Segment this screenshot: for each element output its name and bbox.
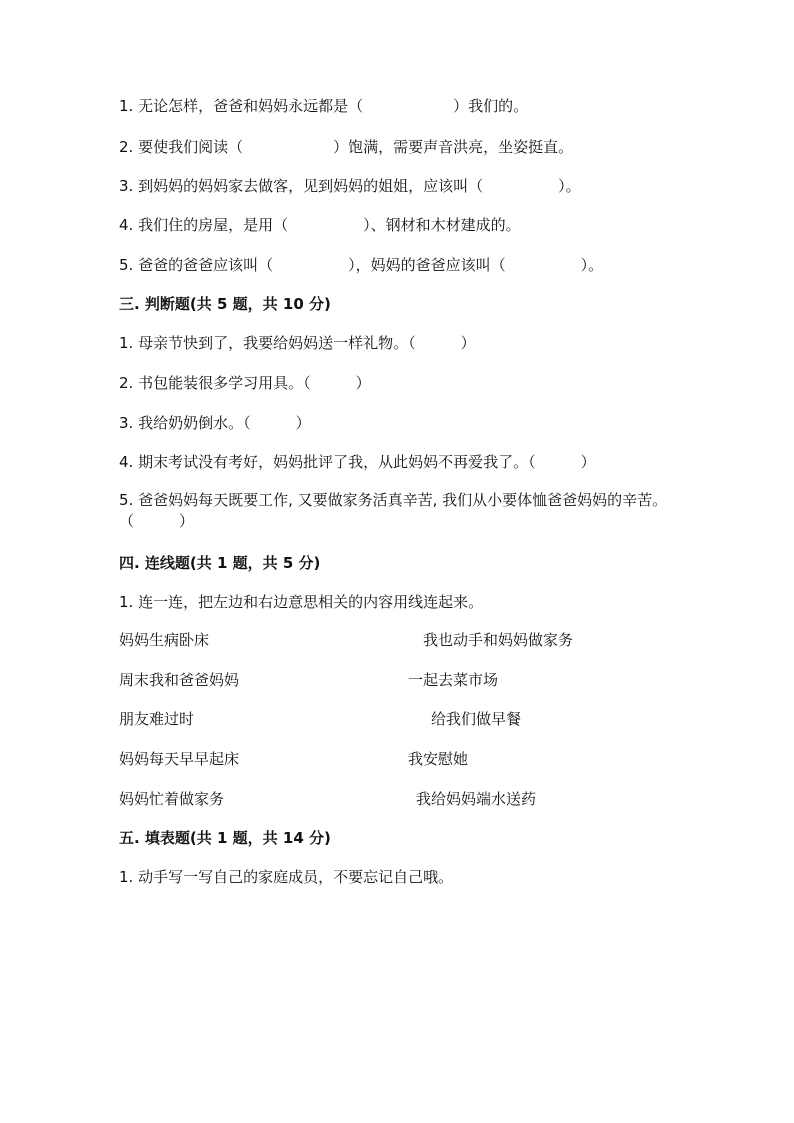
- judge-question-5: 5. 爸爸妈妈每天既要工作, 又要做家务活真辛苦, 我们从小要体恤爸爸妈妈的辛苦。（ ）: [119, 491, 668, 530]
- judge-question-4: 4. 期末考试没有考好，妈妈批评了我，从此妈妈不再爱我了。（ ）: [119, 453, 596, 471]
- fill-blank-question-4: 4. 我们住的房屋，是用（ ）、钢材和木材建成的。: [119, 216, 521, 234]
- fill-blank-question-1: 1. 无论怎样，爸爸和妈妈永远都是（ ）我们的。: [119, 97, 529, 115]
- fill-blank-question-5: 5. 爸爸的爸爸应该叫（ ），妈妈的爸爸应该叫（ ）。: [119, 256, 604, 274]
- fill-blank-question-3: 3. 到妈妈的妈妈家去做客，见到妈妈的姐姐，应该叫（ ）。: [119, 177, 581, 195]
- judge-question-1: 1. 母亲节快到了，我要给妈妈送一样礼物。（ ）: [119, 334, 476, 352]
- connect-left-item-1: 妈妈生病卧床: [119, 631, 210, 649]
- connect-section-heading: 四. 连线题(共 1 题，共 5 分): [119, 554, 321, 572]
- judge-question-2: 2. 书包能装很多学习用具。（ ）: [119, 374, 371, 392]
- connect-right-item-1: 我也动手和妈妈做家务: [423, 631, 574, 649]
- judge-section-heading: 三. 判断题(共 5 题，共 10 分): [119, 295, 331, 313]
- connect-right-item-5: 我给妈妈端水送药: [416, 790, 537, 808]
- fill-blank-question-2: 2. 要使我们阅读（ ）饱满，需要声音洪亮，坐姿挺直。: [119, 138, 574, 156]
- connect-left-item-5: 妈妈忙着做家务: [119, 790, 225, 808]
- table-fill-instruction: 1. 动手写一写自己的家庭成员，不要忘记自己哦。: [119, 868, 454, 886]
- table-fill-section-heading: 五. 填表题(共 1 题，共 14 分): [119, 829, 331, 847]
- connect-right-item-4: 我安慰她: [408, 750, 469, 768]
- judge-question-3: 3. 我给奶奶倒水。（ ）: [119, 414, 311, 432]
- connect-instruction: 1. 连一连，把左边和右边意思相关的内容用线连起来。: [119, 593, 484, 611]
- connect-left-item-2: 周末我和爸爸妈妈: [119, 671, 240, 689]
- connect-right-item-3: 给我们做早餐: [431, 710, 522, 728]
- connect-right-item-2: 一起去菜市场: [408, 671, 499, 689]
- connect-left-item-3: 朋友难过时: [119, 710, 195, 728]
- connect-left-item-4: 妈妈每天早早起床: [119, 750, 240, 768]
